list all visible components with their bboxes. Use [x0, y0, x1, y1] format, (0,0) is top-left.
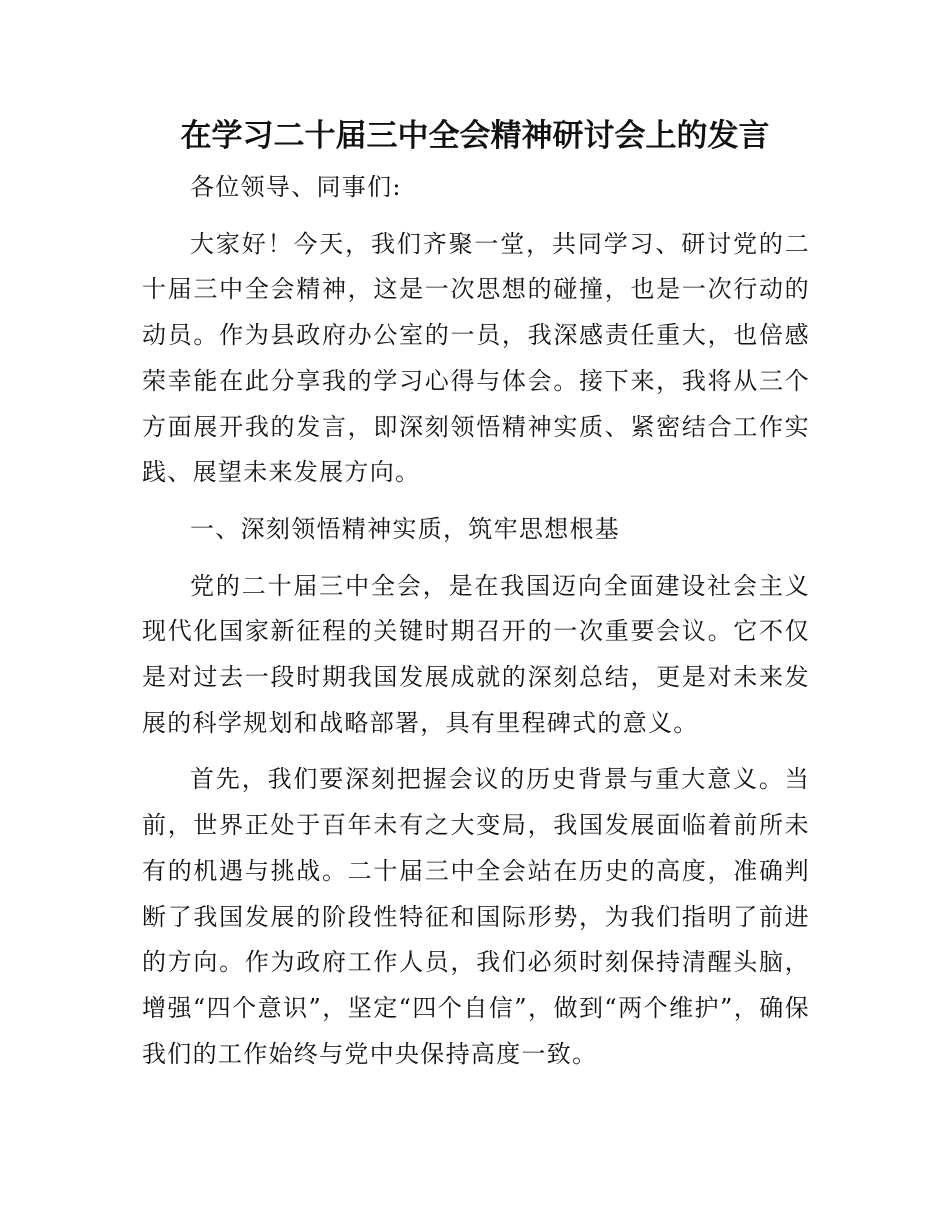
paragraph-session-overview: 党的二十届三中全会，是在我国迈向全面建设社会主义现代化国家新征程的关键时期召开的一次重要会议。它不仅是对过去一段时期我国发展成就的深刻总结，更是对未来发展的科学规划和战略部署，具有里程碑式的意义。: [142, 571, 810, 737]
section-heading-1: 一、深刻领悟精神实质，筑牢思想根基: [190, 514, 621, 543]
document-title: 在学习二十届三中全会精神研讨会上的发言: [180, 118, 770, 154]
paragraph-opening: 大家好！今天，我们齐聚一堂，共同学习、研讨党的二十届三中全会精神，这是一次思想的碰撞，也是一次行动的动员。作为县政府办公室的一员，我深感责任重大，也倍感荣幸能在此分享我的学习心得与体会。接下来，我将从三个方面展开我的发言，即深刻领悟精神实质、紧密结合工作实践、展望未来发展方向。: [142, 229, 810, 487]
paragraph-historical-background: 首先，我们要深刻把握会议的历史背景与重大意义。当前，世界正处于百年未有之大变局，我国发展面临着前所未有的机遇与挑战。二十届三中全会站在历史的高度，准确判断了我国发展的阶段性特征和国际形势，为我们指明了前进的方向。作为政府工作人员，我们必须时刻保持清醒头脑，增强“四个意识”，坚定“四个自信”，做到“两个维护”，确保我们的工作始终与党中央保持高度一致。: [142, 765, 810, 1068]
document-body: [142, 165, 810, 1088]
salutation: 各位领导、同事们:: [190, 173, 402, 201]
